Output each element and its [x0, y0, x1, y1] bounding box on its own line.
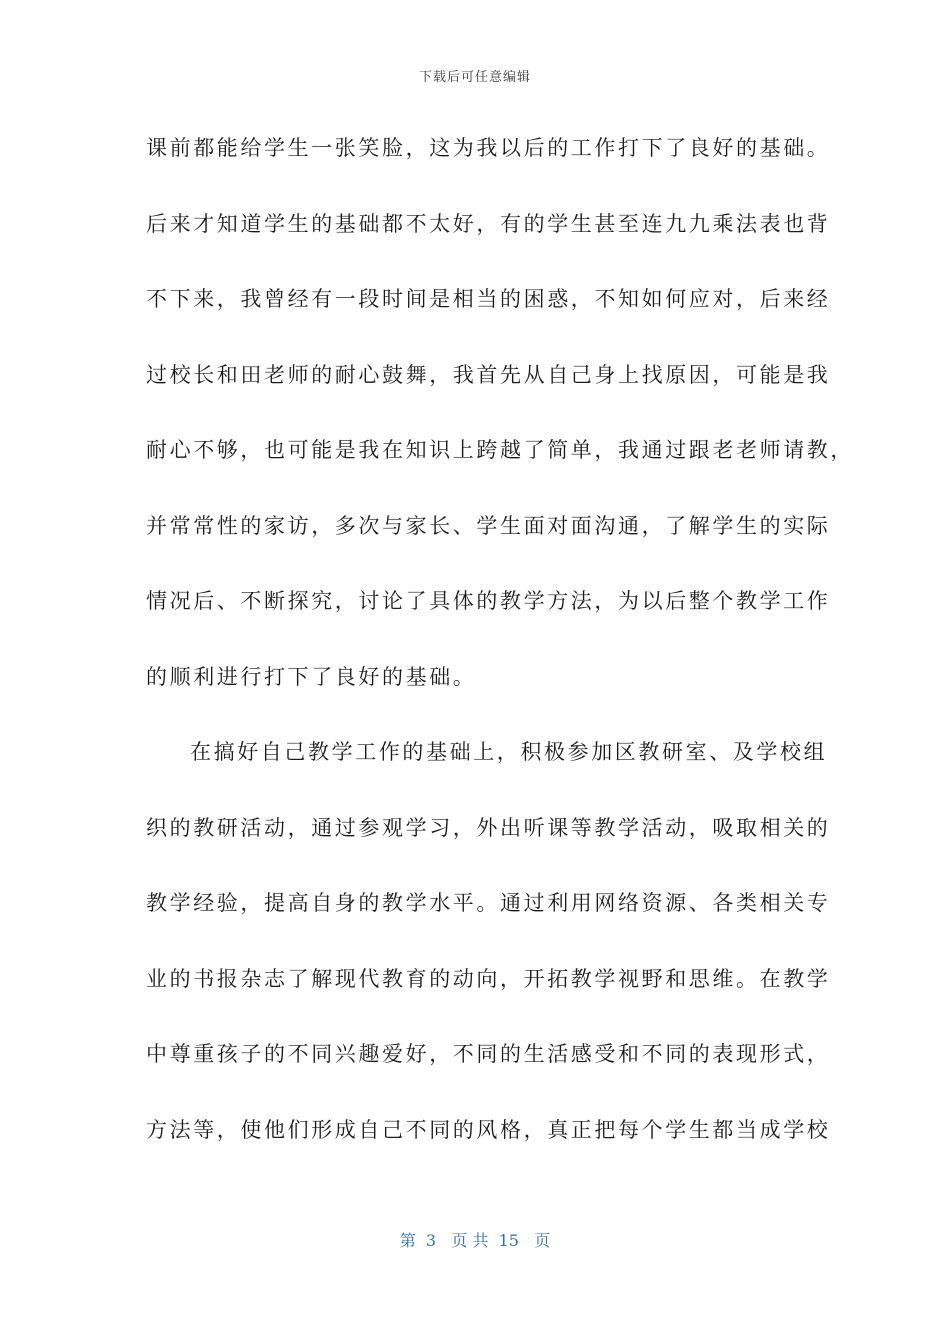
page-header: 下载后可任意编辑 — [418, 70, 531, 85]
page-number-footer: 第 3 页 共 15 页 — [399, 1231, 551, 1250]
document-body — [146, 126, 854, 1183]
text-line: 耐心不够，也可能是我在知识上跨越了简单，我通过跟老老师请教， — [146, 438, 854, 462]
text-line: 不下来，我曾经有一段时间是相当的困惑，不知如何应对，后来经 — [146, 287, 831, 311]
text-line: 织的教研活动，通过参观学习，外出听课等教学活动，吸取相关的 — [146, 815, 831, 840]
text-line: 的顺利进行打下了良好的基础。 — [146, 664, 477, 689]
text-line: 过校长和田老师的耐心鼓舞，我首先从自己身上找原因，可能是我 — [146, 362, 831, 387]
text-line: 后来才知道学生的基础都不太好，有的学生甚至连九九乘法表也背 — [146, 211, 831, 236]
paragraph-start-line: 在搞好自己教学工作的基础上，积极参加区教研室、及学校组 — [190, 740, 828, 764]
text-line: 情况后、不断探究，讨论了具体的教学方法，为以后整个教学工作 — [146, 589, 831, 613]
text-line: 方法等，使他们形成自己不同的风格，真正把每个学生都当成学校 — [146, 1117, 831, 1142]
text-line: 中尊重孩子的不同兴趣爱好，不同的生活感受和不同的表现形式， — [146, 1042, 831, 1066]
text-line: 业的书报杂志了解现代教育的动向，开拓教学视野和思维。在教学 — [146, 966, 831, 991]
text-line: 课前都能给学生一张笑脸，这为我以后的工作打下了良好的基础。 — [146, 136, 831, 160]
text-line: 教学经验，提高自身的教学水平。通过利用网络资源、各类相关专 — [146, 891, 831, 915]
text-line: 并常常性的家访，多次与家长、学生面对面沟通，了解学生的实际 — [146, 513, 831, 538]
